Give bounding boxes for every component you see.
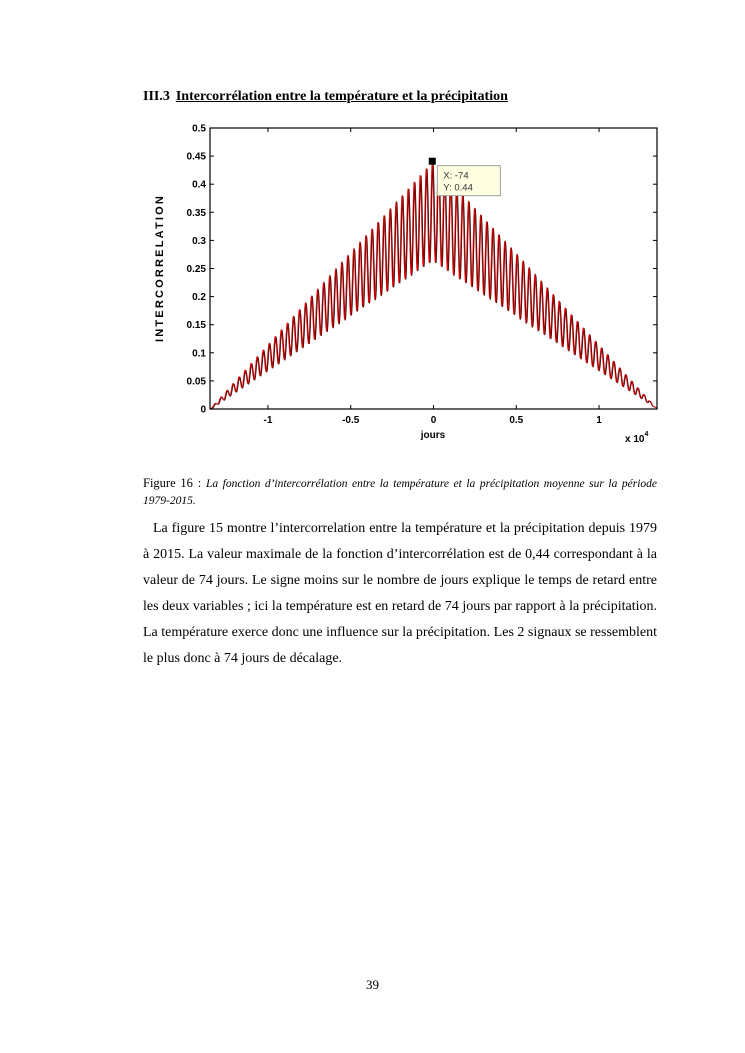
y-tick-label: 0.1 bbox=[192, 348, 206, 360]
datatip-marker bbox=[429, 158, 436, 165]
intercorrelation-chart bbox=[140, 118, 680, 448]
x-tick-label: 0.5 bbox=[509, 415, 524, 426]
y-tick-label: 0.25 bbox=[186, 264, 206, 275]
section-number: III.3 bbox=[143, 89, 170, 104]
x-multiplier: x $10^4$ bbox=[625, 431, 649, 445]
x-tick-label: -0.5 bbox=[342, 415, 360, 426]
y-tick-label: 0.4 bbox=[192, 179, 206, 191]
y-tick-label: 0.35 bbox=[186, 207, 206, 219]
body-paragraph: La figure 15 montre l’intercorrelation entre la température et la précipitation depuis 1979 à 2015. La valeur maximale de la fonction d’intercorrélation est de 0,44 correspondant à la valeur de 74 jours. Le signe moins sur le nombre de jours explique le temps de retard entre les deux variables ; ici la température est en retard de 74 jours par rapport à la précipitation. La température exerce donc une influence sur la précipitation. Les 2 signaux se ressemblent le plus donc à 74 jours de décalage. bbox=[143, 521, 657, 666]
x-multiplier-exponent: 4 bbox=[644, 431, 649, 438]
figure-label: Figure 16 : bbox=[143, 476, 202, 490]
figure-caption bbox=[143, 475, 657, 509]
y-tick-label: 0.2 bbox=[192, 292, 206, 304]
y-tick-label: 0.45 bbox=[186, 151, 206, 163]
datatip-x-label: X: -74 bbox=[443, 170, 469, 182]
x-tick-label: -1 bbox=[263, 415, 273, 426]
x-axis-label: jours bbox=[420, 430, 446, 441]
section-heading bbox=[143, 89, 508, 105]
y-tick-label: 0.05 bbox=[186, 376, 206, 388]
section-title: Intercorrélation entre la température et la précipitation bbox=[175, 89, 508, 104]
y-tick-label: 0 bbox=[200, 404, 206, 416]
y-tick-label: 0.15 bbox=[186, 320, 206, 332]
x-tick-label: 1 bbox=[596, 415, 602, 426]
figure-caption-text: La fonction d’intercorrélation entre la température et la précipitation moyenne sur la période 1979-2015. bbox=[143, 478, 657, 507]
y-axis-label: INTERCORRELATION bbox=[154, 193, 166, 343]
y-tick-label: 0.3 bbox=[192, 235, 206, 247]
y-tick-label: 0.5 bbox=[192, 123, 206, 135]
x-tick-label: 0 bbox=[430, 415, 437, 426]
page-number: 39 bbox=[366, 977, 379, 992]
datatip-y-label: Y: 0.44 bbox=[443, 182, 473, 194]
